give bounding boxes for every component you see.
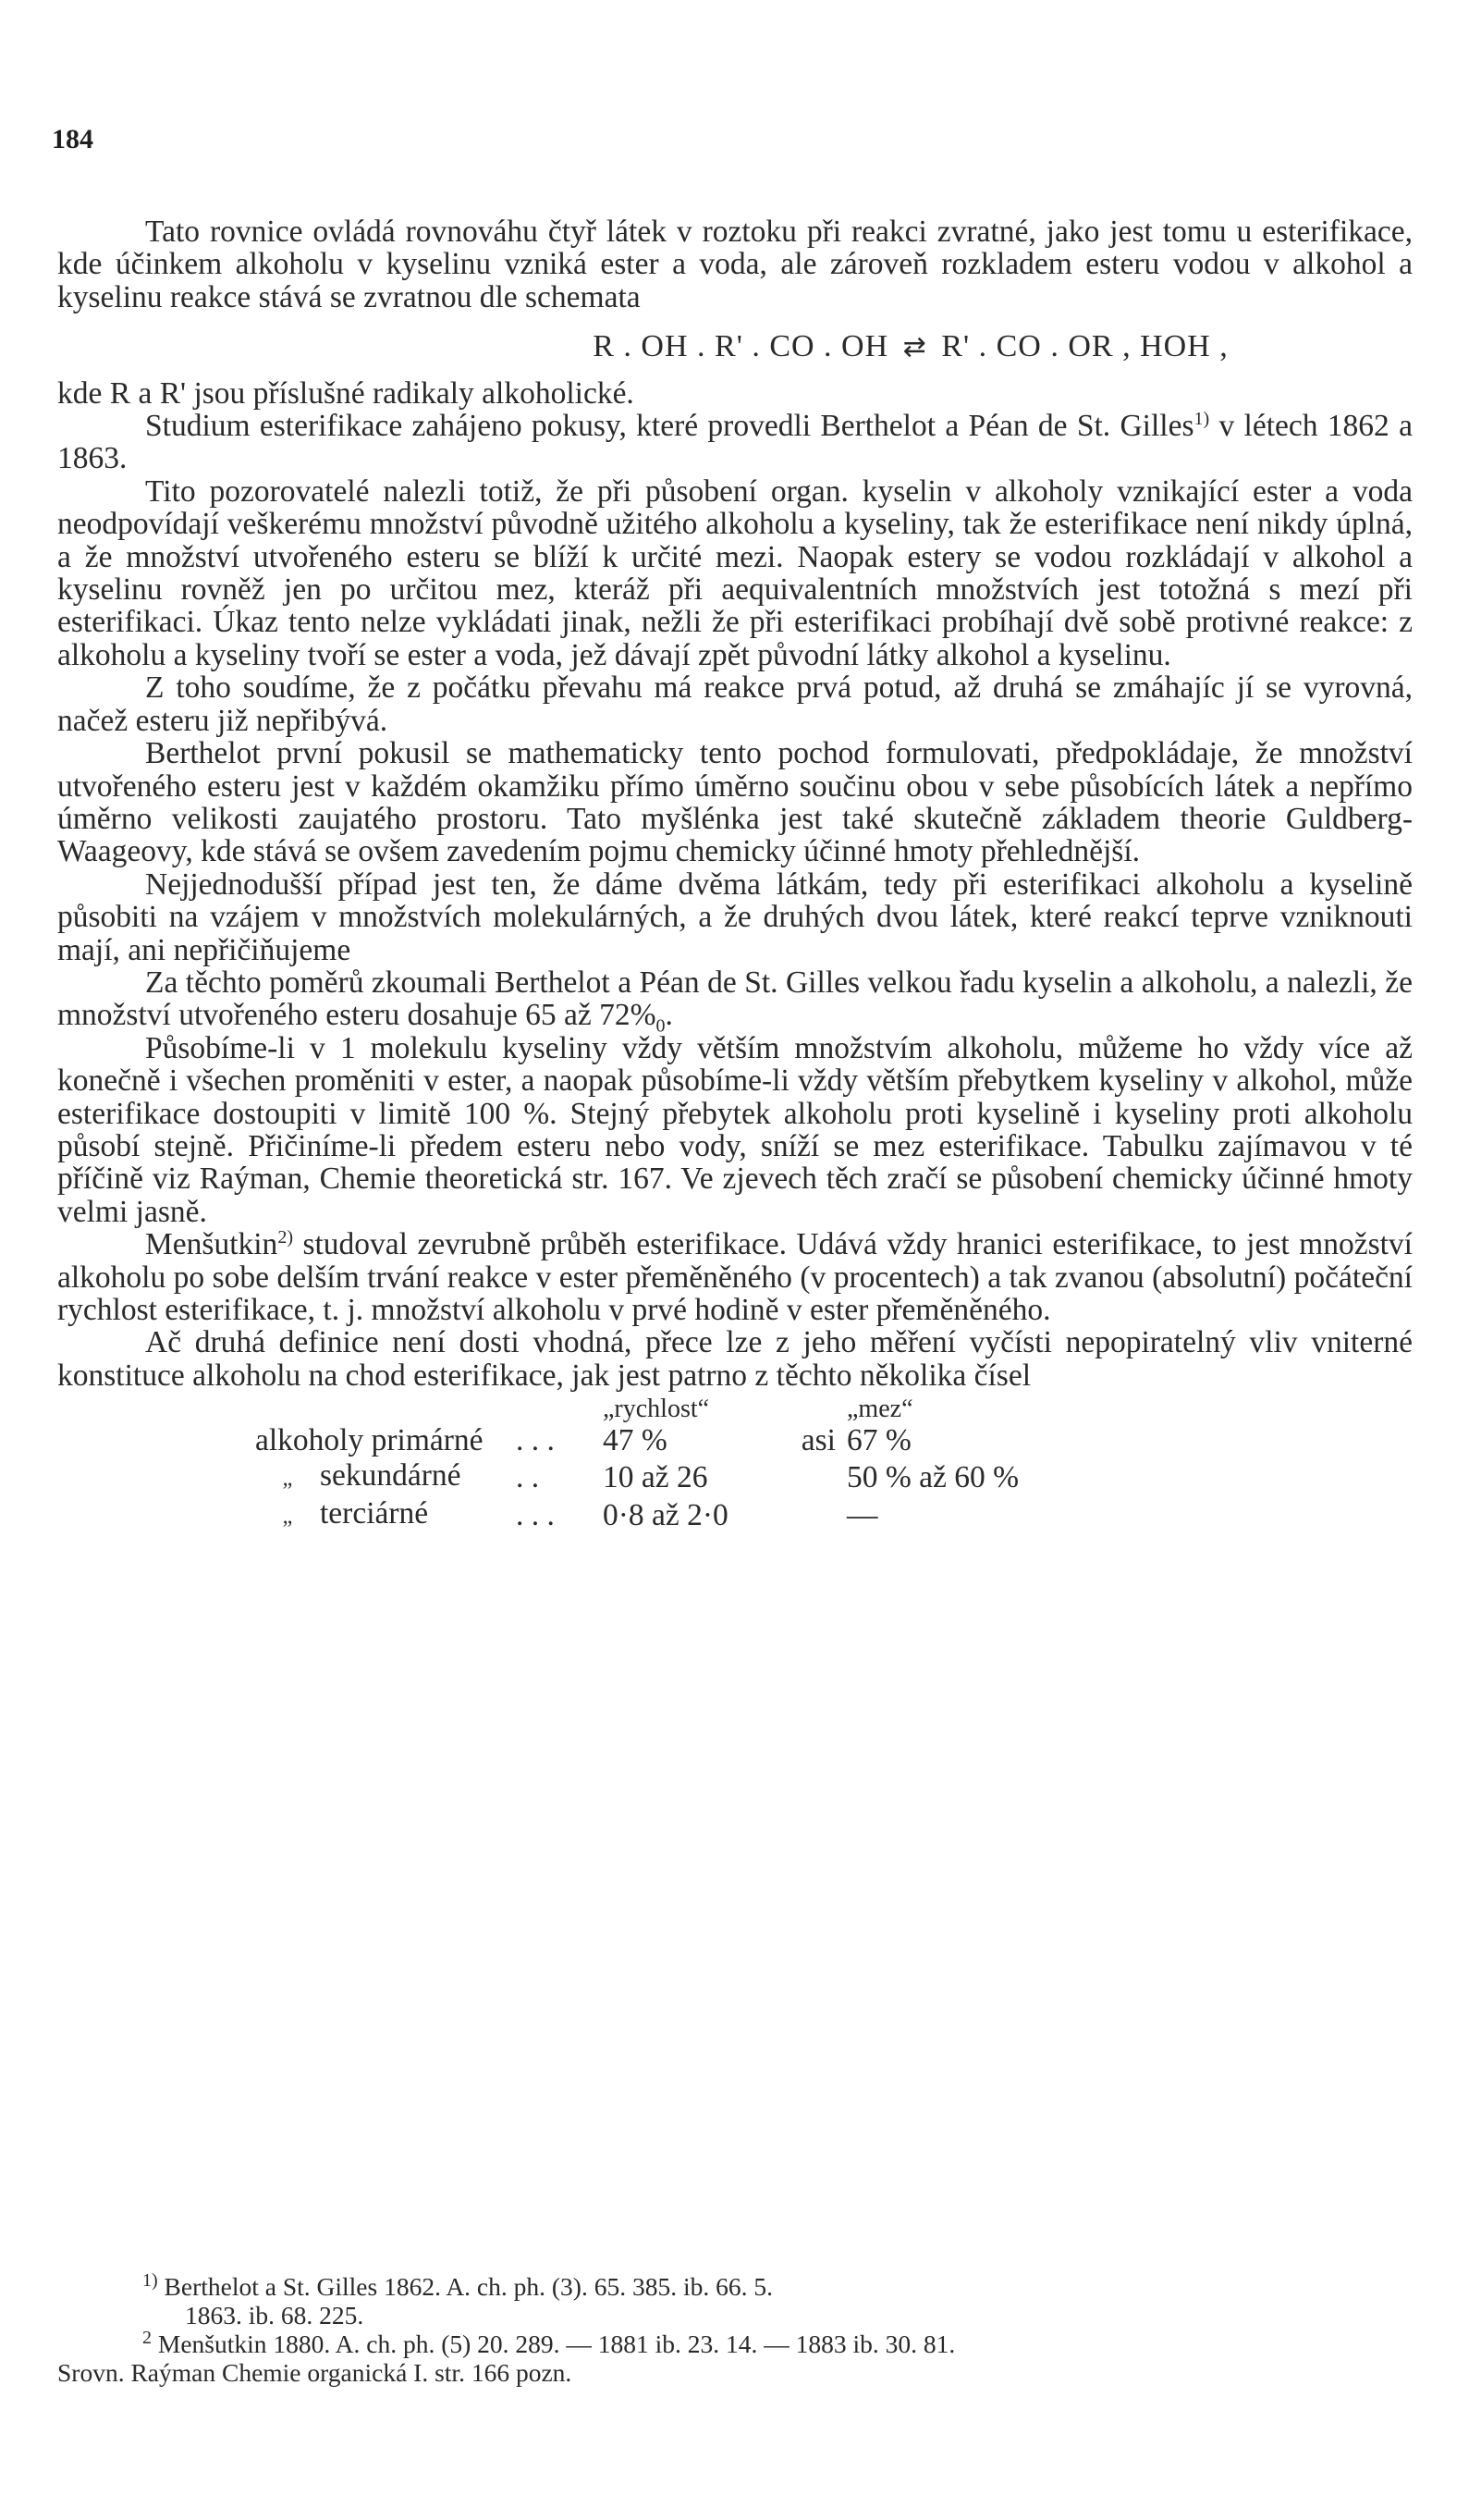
footnote-ref-1: 1) (1194, 408, 1210, 429)
limit-value: — (847, 1497, 878, 1532)
paragraph-berthelot: Berthelot první pokusil se mathematicky tento pochod formulovati, předpokládaje, že množství utvořeného esteru jest v každém okamžiku přímo úměrno součinu obou v sebe působících látek a nepřímo úměrno velikosti zaujatého prostoru. Tato myšlénka jest také skutečně základem theorie Guldberg-Waageovy, kde stává se ovšem zavedením pojmu chemicky účinné hmoty přehlednější. (57, 736, 1413, 869)
footnote-1 (57, 2269, 1413, 2301)
footnotes (57, 2269, 1413, 2387)
table-header-row (250, 1395, 1042, 1423)
approx-label (793, 1496, 841, 1534)
equilibrium-arrow-icon: ⇄ (902, 331, 927, 364)
paragraph-menshutkin-name: Menšutkin (145, 1227, 278, 1262)
esterification-table (250, 1395, 1042, 1534)
table-row (250, 1423, 1042, 1458)
footnote-ref-2: 2) (277, 1227, 293, 1248)
body-text (57, 215, 1413, 1534)
row-label-tertiary: „ terciárné (250, 1496, 510, 1534)
paragraph-conclusion: Z toho soudíme, že z počátku převahu má reakce prvá potud, až druhá se zmáhajíc jí se vyrovná, načež esteru již nepřibývá. (57, 670, 1413, 738)
row-label-prefix: alkoholy (255, 1423, 364, 1458)
paragraph-study (57, 410, 1413, 475)
paragraph-menshutkin (57, 1228, 1413, 1326)
percent-sign: % (630, 998, 656, 1033)
footnote-2-text: Menšutkin 1880. A. ch. ph. (5) 20. 289. — 1881 ib. 23. 14. — 1883 ib. 30. 81. (157, 2329, 956, 2358)
ditto-mark: „ (282, 1505, 293, 1530)
percent-subscript: 0 (655, 1016, 666, 1038)
table-row (250, 1496, 1042, 1534)
rate-value: 10 až 26 (603, 1459, 708, 1494)
ditto-mark: „ (282, 1467, 293, 1492)
footnote-1-marker: 1) (142, 2269, 158, 2291)
footnote-2-continuation: Srovn. Raýman Chemie organická I. str. 166 pozn. (57, 2358, 572, 2387)
rate-value: 0·8 až 2·0 (603, 1497, 728, 1532)
header-limit: „mez“ (847, 1395, 913, 1424)
paragraph-equation-intro: Tato rovnice ovládá rovnováhu čtyř látek v roztoku při reakci zvratné, jako jest tomu u esterifikace, kde účinkem alkoholu v kyselinu vzniká ester a voda, ale zároveň rozkladem esteru vodou v alkohol a kyselinu reakce stává se zvratnou dle schemata (57, 215, 1413, 314)
paragraph-simplest-case: Nejjednodušší případ jest ten, že dáme dvěma látkám, tedy při esterifikaci alkoholu a kyselině působiti na vzájem v množstvích molekulárných, a že druhých dvou látek, které reakcí teprve vzniknouti mají, ani nepřičiňujeme (57, 867, 1413, 967)
paragraph-menshutkin-text: studoval zevrubně průběh esterifikace. Udává vždy hranici esterifikace, to jest množství alkoholu po sobe delším trvání reakce v ester přeměněného (v procentech) a tak zvanou (absolutní) počáteční rychlost esterifikace, t. j. množství alkoholu v prvé hodině v ester přeměněného. (57, 1227, 1413, 1327)
leader-dots: . . (516, 1459, 540, 1494)
paragraph-study-tail: v létech 1862 a 1863. (57, 409, 1413, 476)
row-label-primary: alkoholy primárné (255, 1423, 484, 1458)
approx-label (793, 1458, 841, 1496)
row-label-secondary: „ sekundárné (250, 1458, 510, 1496)
page-number: 184 (52, 124, 93, 154)
footnote-2 (57, 2329, 1413, 2358)
table-row (250, 1458, 1042, 1496)
paragraph-definition: Ač druhá definice není dosti vhodná, přece lze z jeho měření vyčísti nepopiratelný vliv vniterné konstituce alkoholu na chod esterifikace, jak jest patrno z těchto několika čísel (57, 1325, 1413, 1393)
reaction-formula (57, 330, 1413, 363)
leader-dots: . . . (516, 1423, 555, 1458)
rate-value: 47 % (603, 1423, 667, 1458)
paragraph-results-text: Za těchto poměrů zkoumali Berthelot a Péan de St. Gilles velkou řadu kyselin a alkoholu, a nalezli, že množství utvořeného esteru dosahuje 65 až 72 (57, 965, 1413, 1033)
header-rate: „rychlost“ (603, 1395, 710, 1424)
paragraph-excess: Působíme-li v 1 molekulu kyseliny vždy větším množstvím alkoholu, můžeme ho vždy více až konečně i všechen proměniti v ester, a naopak působíme-li vždy větším přebytkem kyseliny v alkohol, může esterifikace dostoupiti v limitě 100 %. Stejný přebytek alkoholu proti kyselině i kyseliny proti alkoholu působí stejně. Přičiníme-li předem esteru nebo vody, sníží se mez esterifikace. Tabulku zajímavou v té příčině viz Raýman, Chemie theoretická str. 167. Ve zjevech těch zračí se působení chemicky účinné hmoty velmi jasně. (57, 1030, 1413, 1229)
paragraph-results (57, 965, 1413, 1038)
paragraph-study-text: Studium esterifikace zahájeno pokusy, které provedli Berthelot a Péan de St. Gilles (145, 409, 1194, 444)
limit-value: 67 % (847, 1423, 912, 1458)
paragraph-results-end: . (665, 998, 673, 1033)
formula-right: R' . CO . OR , HOH , (941, 329, 1229, 364)
limit-value: 50 % až 60 % (847, 1459, 1020, 1494)
footnote-1-continuation: 1863. ib. 68. 225. (185, 2301, 364, 2329)
paragraph-observers: Tito pozorovatelé nalezli totiž, že při působení organ. kyselin v alkoholy vznikající ester a voda neodpovídají veškerému množství původně užitého alkoholu a kyseliny, tak že esterifikace není nikdy úplná, a že množství utvořeného esteru se blíží k určité mezi. Naopak estery se vodou rozkládají v alkohol a kyselinu rovněž jen po určitou mez, kteráž při aequivalentních množstvích jest totožná s mezí při esterifikaci. Úkaz tento nelze vykládati jinak, nežli že při esterifikaci probíhají dvě sobě protivné reakce: z alkoholu a kyseliny tvoří se ester a voda, jež dávají zpět původní látky alkohol a kyselinu. (57, 473, 1413, 672)
approx-label: asi (801, 1423, 836, 1458)
formula-left: R . OH . R' . CO . OH (593, 329, 889, 364)
footnote-2-marker: 2 (142, 2327, 152, 2348)
leader-dots: . . . (516, 1497, 555, 1532)
paragraph-radicals: kde R a R' jsou příslušné radikaly alkoholické. (57, 375, 634, 411)
footnote-1-text: Berthelot a St. Gilles 1862. A. ch. ph. (3). 65. 385. ib. 66. 5. (164, 2272, 773, 2301)
